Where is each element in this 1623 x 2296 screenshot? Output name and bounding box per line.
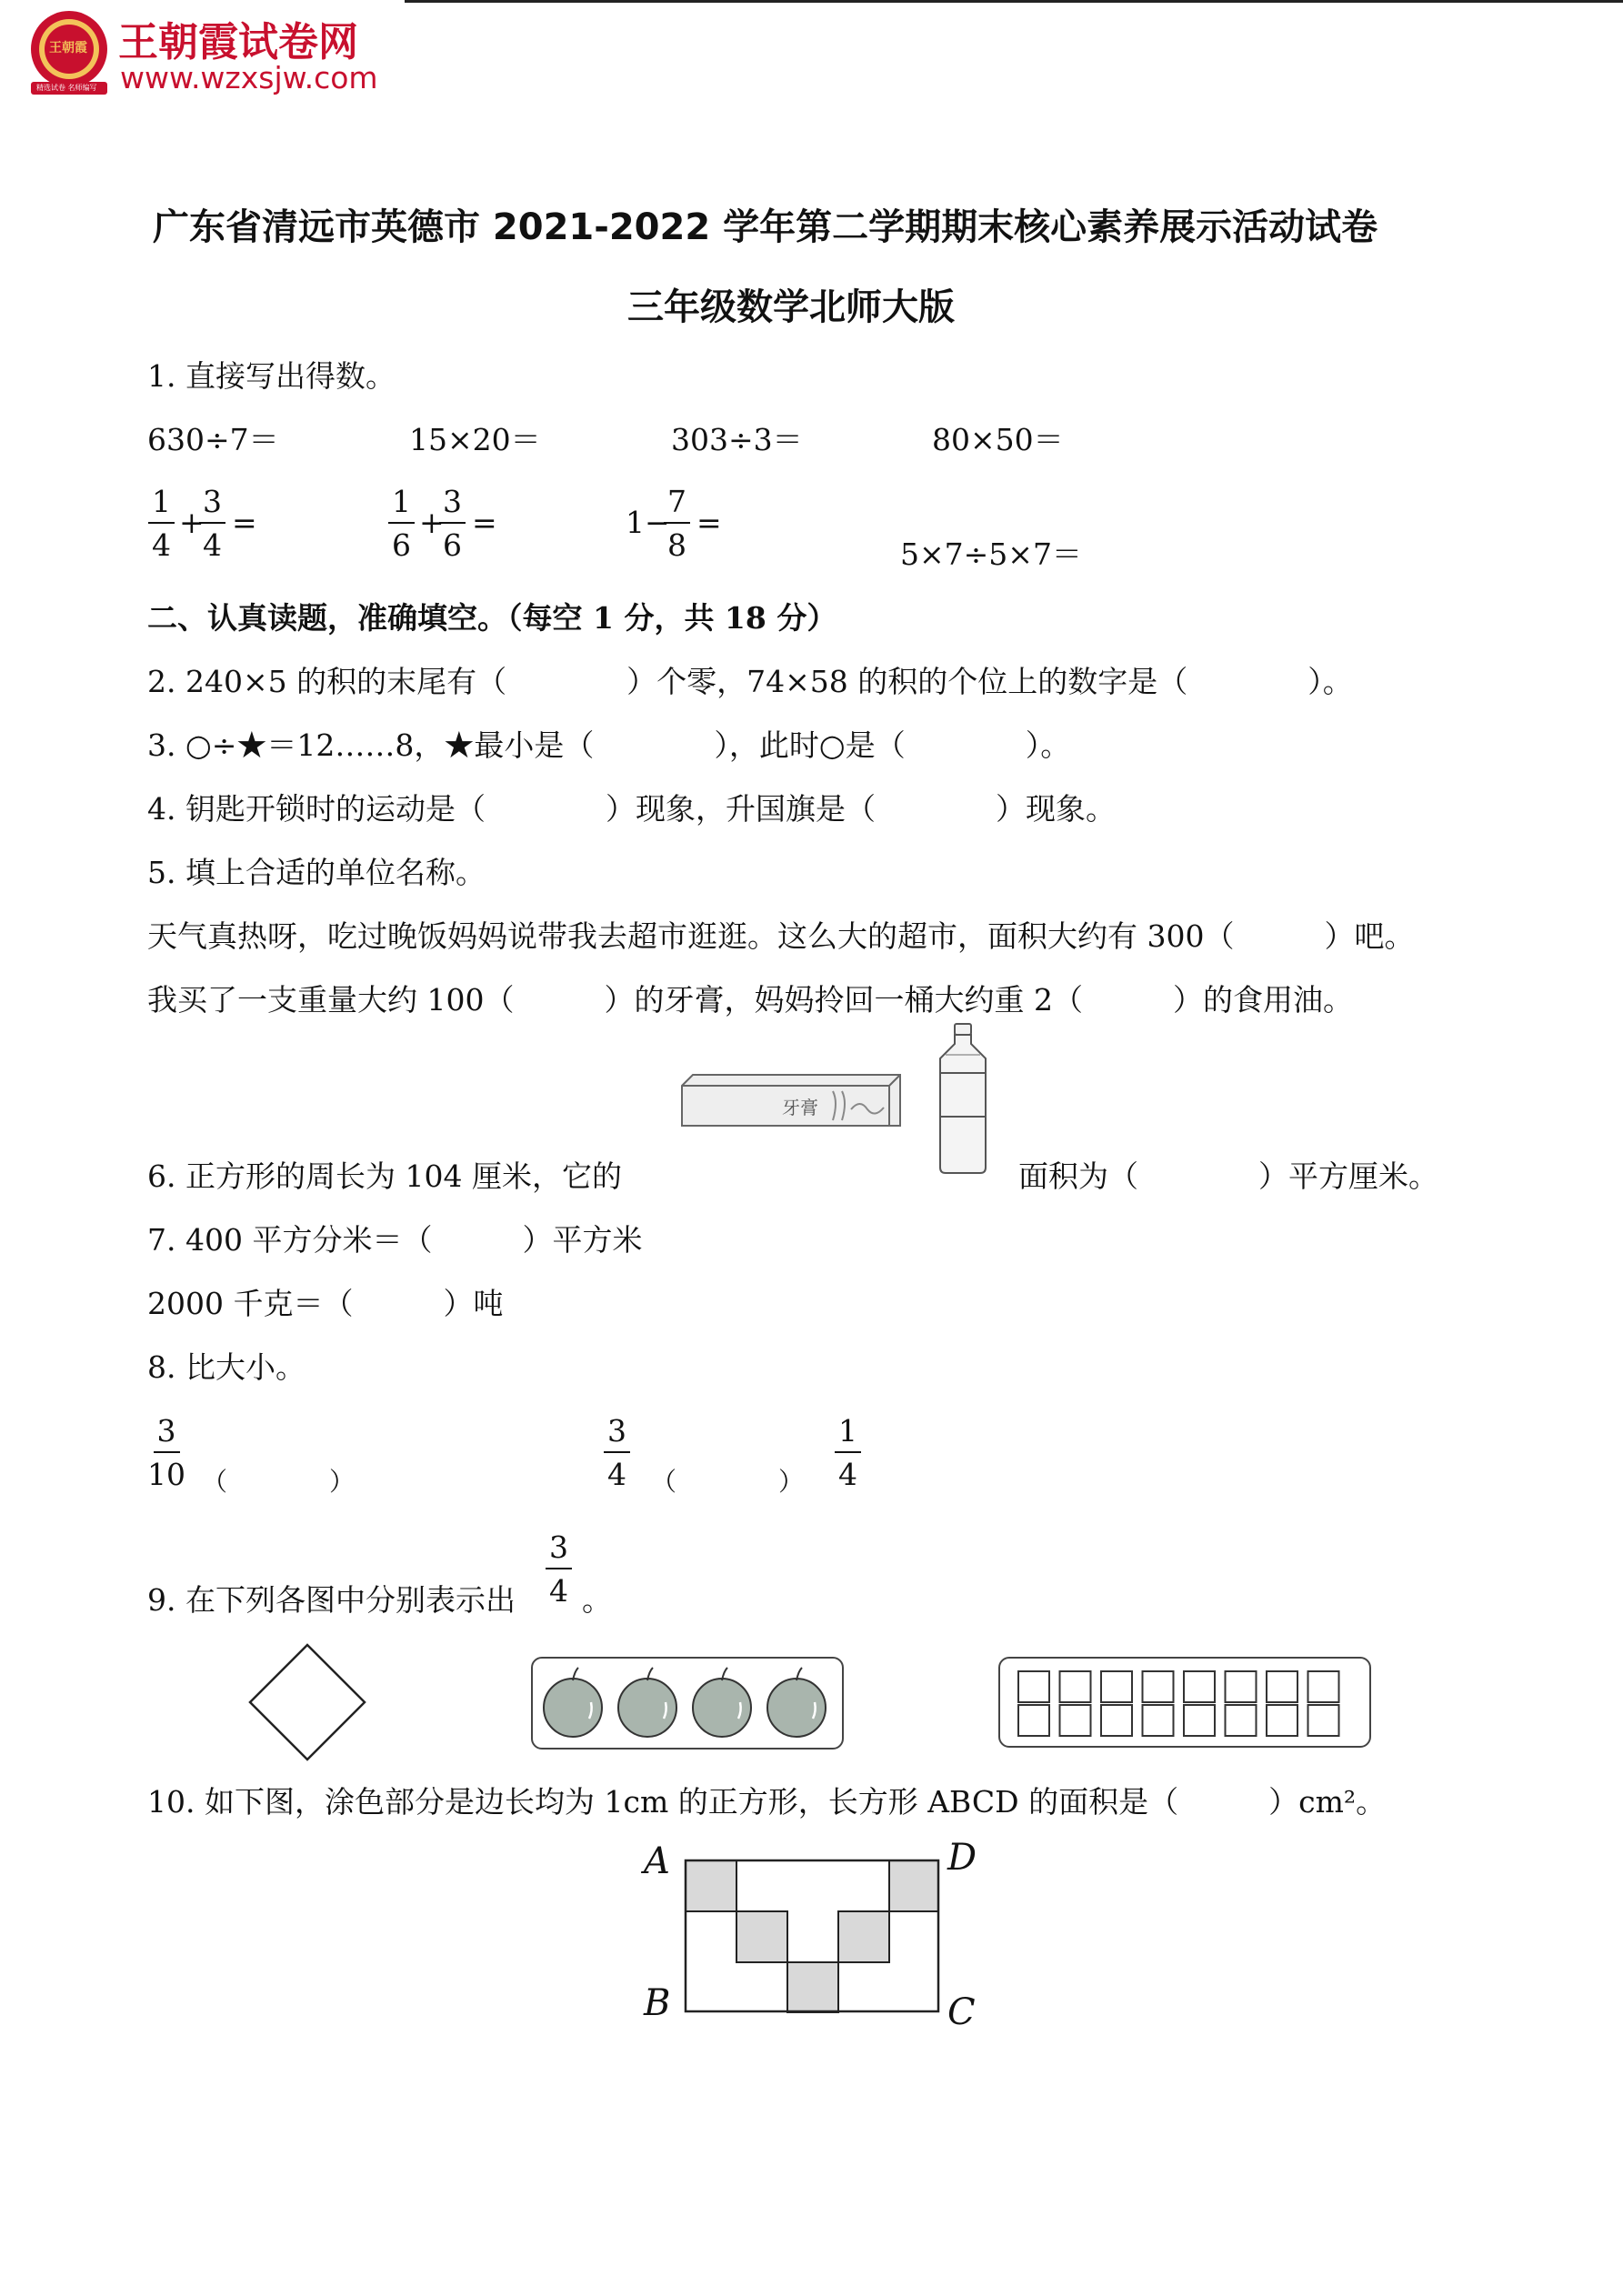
fraction: $\frac{3}{4}$: [199, 486, 225, 562]
fraction: $\frac{7}{8}$: [664, 486, 690, 562]
fraction: $\frac{3}{10}$: [147, 1413, 185, 1492]
q5-line-1: 天气真热呀，吃过晚饭妈妈说带我去超市逛逛。这么大的超市，面积大约有 300（ ）吧。: [147, 918, 1415, 954]
operator: =: [696, 505, 722, 540]
page-subtitle: 三年级数学北师大版: [627, 286, 955, 328]
grid-cell[interactable]: [1018, 1705, 1049, 1736]
shaded-square: [838, 1911, 889, 1962]
compare-blank: （ ）: [651, 1467, 805, 1497]
toothpaste-label: 牙膏: [782, 1097, 818, 1118]
operator: =: [232, 505, 257, 540]
toothpaste-image: [680, 1073, 902, 1129]
q8-prompt: 8. 比大小。: [147, 1349, 306, 1385]
oil-bottle-image: [933, 1022, 993, 1175]
apple-icon[interactable]: [618, 1668, 676, 1737]
grid-cell[interactable]: [1184, 1705, 1215, 1736]
q9-prompt: 9. 在下列各图中分别表示出: [147, 1582, 516, 1618]
apple-icon[interactable]: [693, 1668, 751, 1737]
vertex-label-c: C: [947, 1991, 976, 2033]
grid-cell[interactable]: [1060, 1671, 1091, 1702]
fraction: $\frac{3}{4}$: [604, 1415, 630, 1491]
grid-group: [998, 1657, 1372, 1749]
section-heading: 二、认真读题，准确填空。（每空 1 分，共 18 分）: [147, 600, 837, 636]
grid-cell[interactable]: [1143, 1705, 1174, 1736]
q5-prompt: 5. 填上合适的单位名称。: [147, 855, 486, 890]
shaded-square: [787, 1962, 838, 2013]
grid-cell[interactable]: [1267, 1705, 1297, 1736]
q6-text-left: 6. 正方形的周长为 104 厘米，它的: [147, 1158, 622, 1194]
compare-blank: （ ）: [202, 1467, 356, 1497]
q1-calc-3: 303÷3＝: [671, 422, 803, 457]
rectangle-abcd-figure: [684, 1859, 940, 2013]
q1-expression: 5×7÷5×7＝: [900, 536, 1082, 572]
fraction: $\frac{1}{6}$: [388, 486, 415, 562]
logo-seal-text: 王朝霞: [49, 41, 87, 55]
q3-text: 3. ○÷★＝12……8，★最小是（ ），此时○是（ ）。: [147, 727, 1071, 763]
grid-cell[interactable]: [1101, 1671, 1132, 1702]
operator: =: [472, 505, 497, 540]
shaded-square: [889, 1860, 938, 1911]
grid-cell[interactable]: [1060, 1705, 1091, 1736]
fraction: $\frac{1}{4}$: [148, 486, 175, 562]
vertex-label-b: B: [644, 1982, 671, 2024]
apple-icon[interactable]: [544, 1668, 602, 1737]
q7-line-1: 7. 400 平方分米＝（ ）平方米: [147, 1222, 643, 1258]
site-logo[interactable]: [24, 7, 115, 98]
shaded-square: [736, 1911, 787, 1962]
fraction: $\frac{1}{4}$: [835, 1415, 861, 1491]
apples-group: [531, 1657, 845, 1750]
q2-text: 2. 240×5 的积的末尾有（ ）个零，74×58 的积的个位上的数字是（ ）。: [147, 664, 1353, 699]
operator: +: [419, 505, 445, 540]
page-title: 广东省清远市英德市 2021-2022 学年第二学期期末核心素养展示活动试卷: [153, 206, 1378, 248]
grid-cell[interactable]: [1308, 1705, 1339, 1736]
grid-cell[interactable]: [1101, 1705, 1132, 1736]
grid-cell[interactable]: [1143, 1671, 1174, 1702]
q5-line-2: 我买了一支重量大约 100（ ）的牙膏，妈妈拎回一桶大约重 2（ ）的食用油。: [147, 982, 1353, 1018]
q4-text: 4. 钥匙开锁时的运动是（ ）现象，升国旗是（ ）现象。: [147, 791, 1116, 827]
q1-prompt: 1. 直接写出得数。: [147, 358, 396, 394]
fraction: $\frac{3}{4}$: [546, 1531, 572, 1608]
logo-ribbon-text: 精选试卷 名师编写: [36, 84, 97, 92]
apple-icon[interactable]: [767, 1668, 826, 1737]
grid-cell[interactable]: [1184, 1671, 1215, 1702]
grid-cell[interactable]: [1267, 1671, 1297, 1702]
q1-calc-2: 15×20＝: [409, 422, 541, 457]
shaded-square: [686, 1860, 736, 1911]
q1-calc-4: 80×50＝: [932, 422, 1064, 457]
operator: +: [179, 505, 205, 540]
q1-calc-1: 630÷7＝: [147, 422, 279, 457]
grid-cell[interactable]: [1226, 1671, 1257, 1702]
site-url[interactable]: www.wzxsjw.com: [120, 60, 378, 95]
site-name[interactable]: 王朝霞试卷网: [118, 19, 358, 65]
vertex-label-d: D: [947, 1837, 977, 1879]
grid-cell[interactable]: [1308, 1671, 1339, 1702]
q6-text-right: 面积为（ ）平方厘米。: [1018, 1158, 1438, 1194]
operator: 1−: [626, 505, 670, 540]
header-rule: [405, 0, 1623, 3]
vertex-label-a: A: [644, 1840, 670, 1882]
q9-end: 。: [582, 1582, 612, 1618]
fraction: $\frac{3}{6}$: [439, 486, 466, 562]
grid-cell[interactable]: [1018, 1671, 1049, 1702]
diamond-shape[interactable]: [247, 1642, 367, 1762]
grid-cell[interactable]: [1226, 1705, 1257, 1736]
q10-text: 10. 如下图，涂色部分是边长均为 1cm 的正方形，长方形 ABCD 的面积是（ ）cm²。: [147, 1784, 1387, 1820]
q7-line-2: 2000 千克＝（ ）吨: [147, 1286, 504, 1321]
